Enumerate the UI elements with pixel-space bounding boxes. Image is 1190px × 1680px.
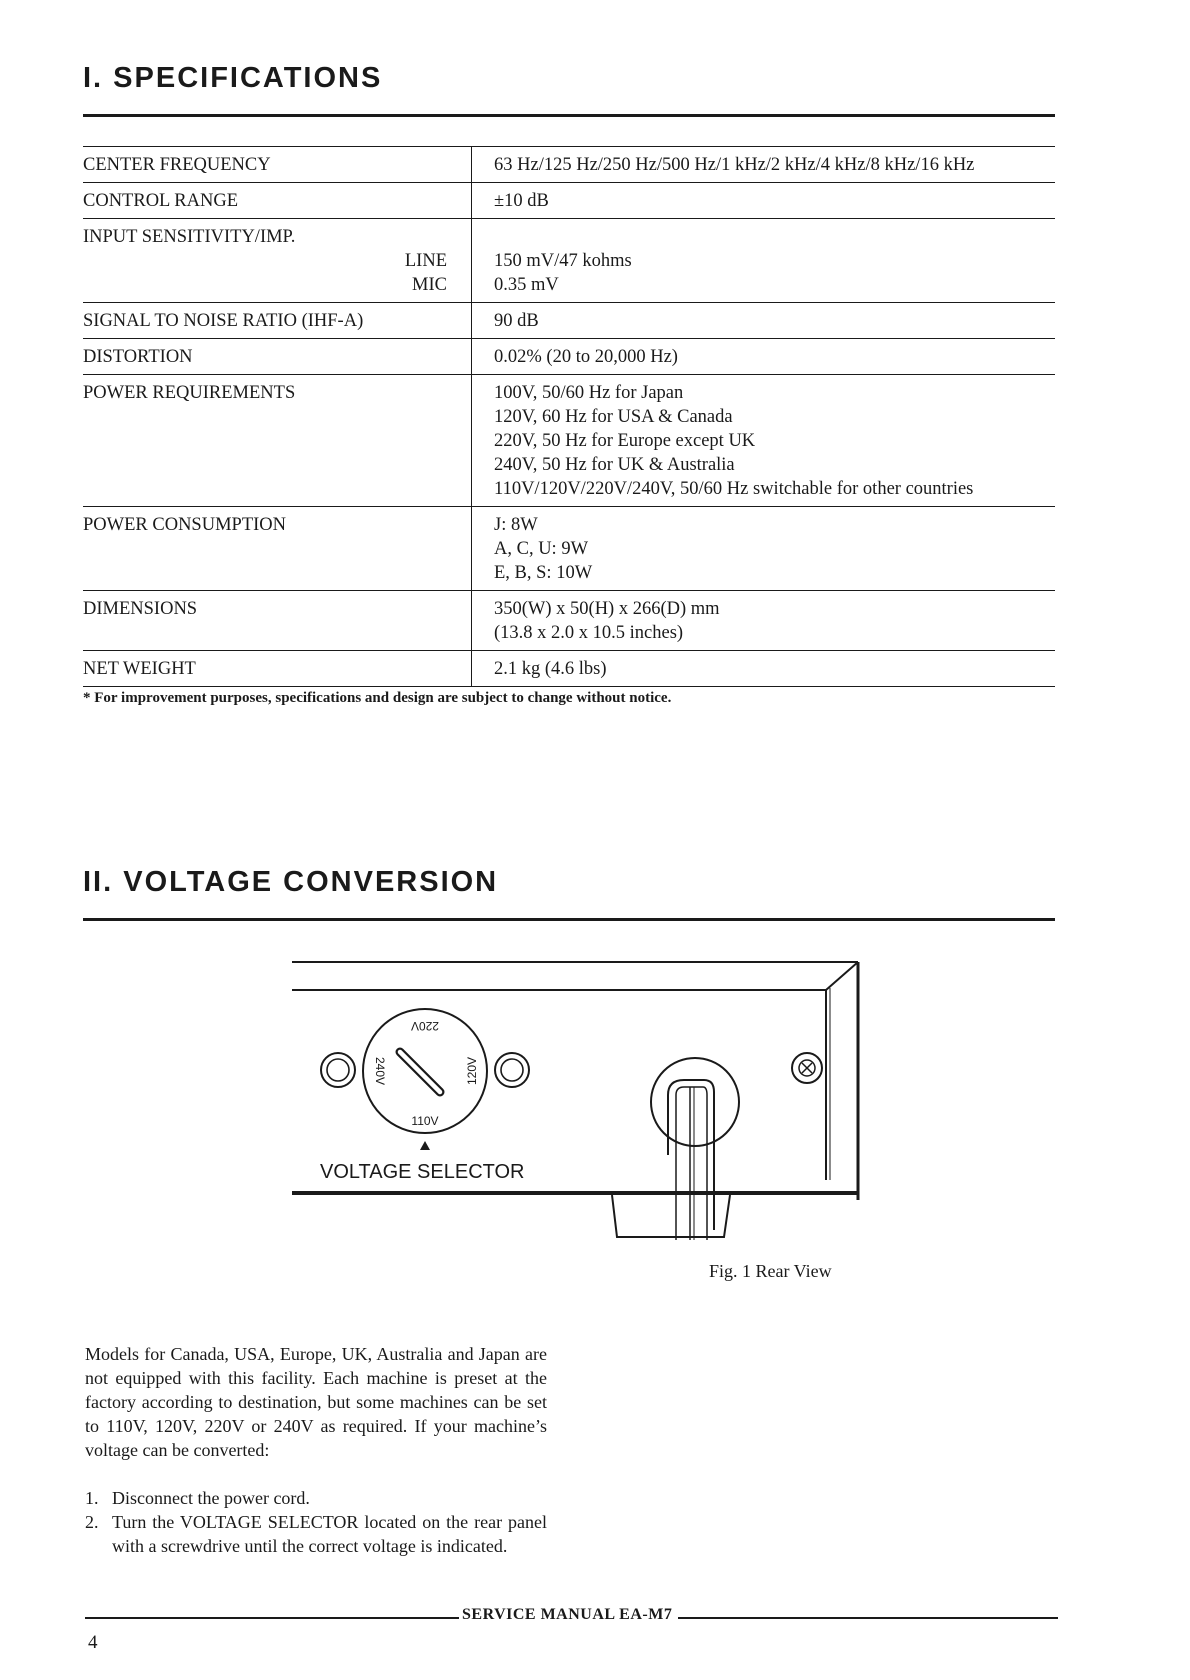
table-row — [83, 375, 1055, 507]
spec-value-line: 90 dB — [494, 311, 539, 331]
spec-value — [472, 591, 1055, 650]
table-row — [83, 507, 1055, 591]
spec-label: CENTER FREQUENCY — [83, 147, 472, 182]
spec-value — [472, 303, 1055, 338]
step-number: 1. — [85, 1488, 99, 1508]
spec-label: DISTORTION — [83, 339, 472, 374]
spec-value-line: 150 mV/47 kohms — [494, 251, 632, 271]
screw-left-inner — [327, 1059, 349, 1081]
list-item — [85, 1486, 547, 1510]
spec-value-line: 2.1 kg (4.6 lbs) — [494, 659, 607, 679]
table-row — [83, 651, 1055, 687]
rear-view-diagram — [0, 940, 1190, 1270]
body-paragraph: Models for Canada, USA, Europe, UK, Australia and Japan are not equipped with this facility. Each machine is preset at the factory according to destination, but some machines can be set to 110V, 120V, 220V or 240V as required. If your machine’s voltage can be converted: — [85, 1344, 547, 1460]
pointer-arrow-icon — [420, 1141, 430, 1150]
screw-left-icon — [321, 1053, 355, 1087]
table-row — [83, 219, 1055, 303]
spec-value — [472, 219, 1055, 302]
section-title-specifications: I. SPECIFICATIONS — [83, 62, 383, 94]
dial-label-110v: 110V — [411, 1114, 439, 1128]
spec-label — [83, 219, 472, 302]
dial-label-240v: 240V — [373, 1056, 387, 1086]
spec-value-line: 110V/120V/220V/240V, 50/60 Hz switchable for other countries — [494, 479, 974, 499]
spec-label: CONTROL RANGE — [83, 183, 472, 218]
step-text: Turn the VOLTAGE SELECTOR located on the rear panel with a screwdrive until the correct voltage is indicated. — [112, 1512, 547, 1556]
spec-value-line: 63 Hz/125 Hz/250 Hz/500 Hz/1 kHz/2 kHz/4 kHz/8 kHz/16 kHz — [494, 155, 975, 175]
spec-value-line: 100V, 50/60 Hz for Japan — [494, 383, 684, 403]
spec-label: DIMENSIONS — [83, 591, 472, 650]
selector-slot-inner — [400, 1052, 440, 1092]
figure-caption: Fig. 1 Rear View — [709, 1261, 832, 1281]
screw-right-icon — [495, 1053, 529, 1087]
power-cord-inner — [676, 1087, 707, 1240]
spec-note: * For improvement purposes, specifications and design are subject to change without notice. — [83, 690, 672, 706]
spec-value-line: 0.35 mV — [494, 275, 559, 295]
dial-label-120v: 120V — [465, 1056, 479, 1086]
spec-value — [472, 375, 1055, 506]
section-title-voltage-conversion: II. VOLTAGE CONVERSION — [83, 866, 499, 898]
spec-value — [472, 147, 1055, 182]
spec-label: POWER CONSUMPTION — [83, 507, 472, 590]
spec-value-line: ±10 dB — [494, 191, 549, 211]
section-rule — [83, 918, 1055, 921]
spec-value-line: 120V, 60 Hz for USA & Canada — [494, 407, 733, 427]
spec-value — [472, 339, 1055, 374]
list-item — [85, 1510, 547, 1558]
spec-value — [472, 651, 1055, 686]
dial-label-220v: 220V — [410, 1019, 440, 1033]
spec-value — [472, 507, 1055, 590]
section-rule — [83, 114, 1055, 117]
table-row — [83, 147, 1055, 183]
table-row — [83, 183, 1055, 219]
step-number: 2. — [85, 1512, 99, 1532]
spec-label: POWER REQUIREMENTS — [83, 375, 472, 506]
table-row — [83, 303, 1055, 339]
spec-value-line: E, B, S: 10W — [494, 563, 593, 583]
table-row — [83, 591, 1055, 651]
spec-label: SIGNAL TO NOISE RATIO (IHF-A) — [83, 303, 472, 338]
spec-value-line: 0.02% (20 to 20,000 Hz) — [494, 347, 678, 367]
spec-value-line: 240V, 50 Hz for UK & Australia — [494, 455, 735, 475]
screw-right-inner — [501, 1059, 523, 1081]
footer-rule-left — [85, 1617, 459, 1619]
chassis-foot — [612, 1195, 730, 1237]
spec-value — [472, 183, 1055, 218]
table-row — [83, 339, 1055, 375]
spec-label-main: INPUT SENSITIVITY/IMP. — [83, 227, 296, 247]
spec-sublabel-mic: MIC — [412, 275, 447, 295]
steps-list — [85, 1486, 547, 1558]
footer-rule-right — [678, 1617, 1058, 1619]
step-text: Disconnect the power cord. — [112, 1488, 310, 1508]
spec-value-line: A, C, U: 9W — [494, 539, 589, 559]
spec-value-line: (13.8 x 2.0 x 10.5 inches) — [494, 623, 684, 643]
footer-text: SERVICE MANUAL EA-M7 — [462, 1606, 673, 1623]
cord-grommet-icon — [651, 1058, 739, 1146]
spec-value-line: 220V, 50 Hz for Europe except UK — [494, 431, 756, 451]
page-number: 4 — [88, 1632, 98, 1653]
spec-value-line: J: 8W — [494, 515, 538, 535]
voltage-selector-label: VOLTAGE SELECTOR — [320, 1161, 525, 1183]
spec-label: NET WEIGHT — [83, 651, 472, 686]
chassis-bevel — [826, 962, 858, 990]
spec-sublabel-line: LINE — [404, 251, 447, 271]
spec-value-line: 350(W) x 50(H) x 266(D) mm — [494, 599, 720, 619]
spec-table — [83, 146, 1055, 687]
